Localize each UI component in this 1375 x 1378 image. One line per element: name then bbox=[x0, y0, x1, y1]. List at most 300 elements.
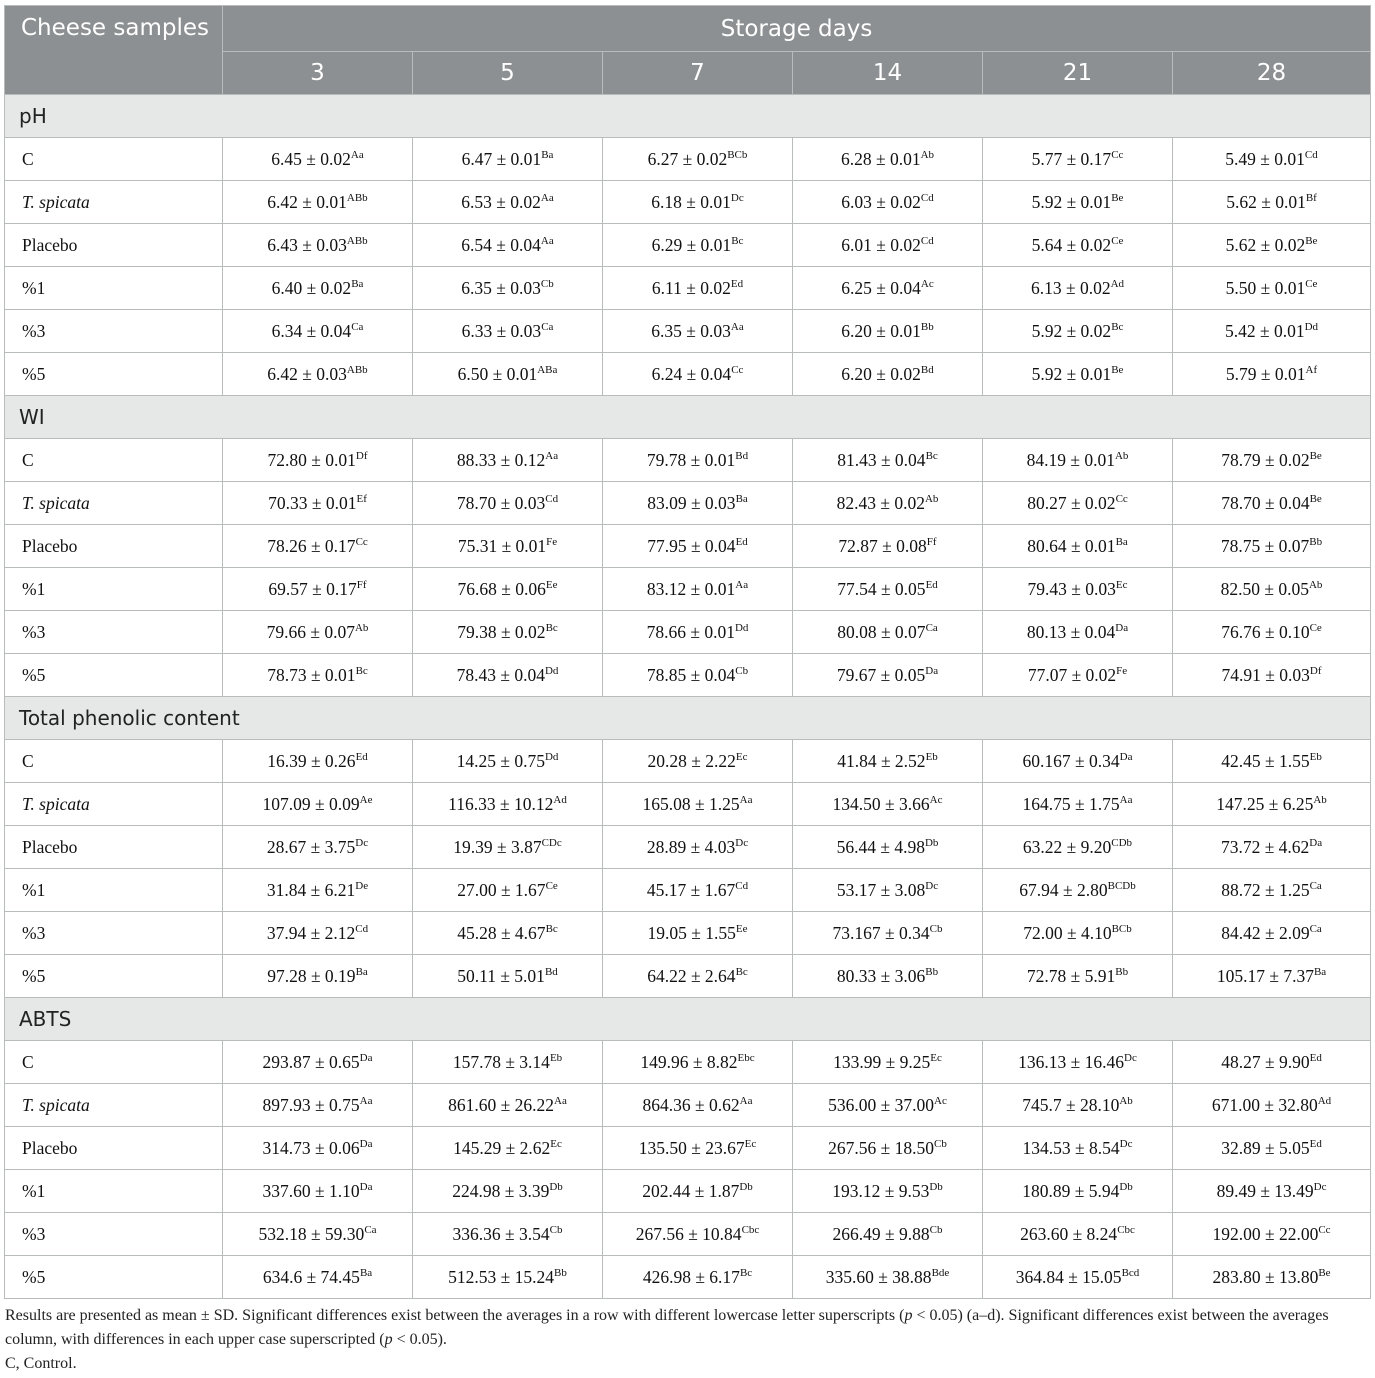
row-label: T. spicata bbox=[5, 783, 223, 826]
cell-superscript: Cd bbox=[545, 492, 559, 505]
table-cell bbox=[1173, 826, 1371, 869]
header-day: 14 bbox=[793, 52, 983, 95]
cell-value: 6.34 ± 0.04 bbox=[271, 320, 352, 341]
cell-value: 164.75 ± 1.75 bbox=[1022, 793, 1120, 814]
table-cell bbox=[413, 1213, 603, 1256]
table-cell bbox=[223, 439, 413, 482]
cell-superscript: Da bbox=[359, 1180, 373, 1193]
table-cell bbox=[983, 1213, 1173, 1256]
table-cell bbox=[1173, 1084, 1371, 1127]
table-cell bbox=[1173, 1127, 1371, 1170]
table-cell bbox=[223, 1084, 413, 1127]
table-cell bbox=[793, 1041, 983, 1084]
cell-value: 6.42 ± 0.03 bbox=[267, 363, 347, 384]
cell-superscript: Cd bbox=[355, 922, 369, 935]
row-label: %1 bbox=[5, 568, 223, 611]
cell-superscript: Bb bbox=[925, 965, 939, 978]
cell-value: 192.00 ± 22.00 bbox=[1212, 1223, 1319, 1244]
table-cell bbox=[603, 1084, 793, 1127]
row-label: T. spicata bbox=[5, 482, 223, 525]
cell-value: 67.94 ± 2.80 bbox=[1019, 879, 1108, 900]
table-cell bbox=[983, 525, 1173, 568]
table-cell bbox=[983, 826, 1173, 869]
table-row bbox=[5, 439, 1371, 482]
cell-value: 6.20 ± 0.01 bbox=[841, 320, 921, 341]
row-label: T. spicata bbox=[5, 181, 223, 224]
cell-superscript: Ab bbox=[1308, 578, 1323, 591]
cell-value: 745.7 ± 28.10 bbox=[1022, 1094, 1120, 1115]
table-cell bbox=[603, 826, 793, 869]
table-cell bbox=[1173, 138, 1371, 181]
row-label: %3 bbox=[5, 912, 223, 955]
cell-value: 6.18 ± 0.01 bbox=[651, 191, 731, 212]
cell-superscript: Dc bbox=[925, 879, 939, 892]
cell-value: 314.73 ± 0.06 bbox=[262, 1137, 360, 1158]
table-cell bbox=[603, 1213, 793, 1256]
table-cell bbox=[983, 1084, 1173, 1127]
cell-value: 80.33 ± 3.06 bbox=[836, 965, 926, 986]
cell-value: 6.50 ± 0.01 bbox=[457, 363, 538, 384]
table-cell bbox=[793, 439, 983, 482]
cell-value: 897.93 ± 0.75 bbox=[262, 1094, 360, 1115]
table-cell bbox=[413, 869, 603, 912]
cell-value: 76.68 ± 0.06 bbox=[457, 578, 546, 599]
table-row bbox=[5, 826, 1371, 869]
cell-superscript: Ba bbox=[541, 148, 554, 161]
cell-value: 72.00 ± 4.10 bbox=[1023, 922, 1112, 943]
row-label: %1 bbox=[5, 869, 223, 912]
cell-superscript: Ec bbox=[744, 1137, 757, 1150]
row-label: Placebo bbox=[5, 826, 223, 869]
cell-superscript: Db bbox=[549, 1180, 563, 1193]
cell-value: 78.66 ± 0.01 bbox=[646, 621, 735, 642]
cell-superscript: Dd bbox=[544, 750, 559, 763]
table-row bbox=[5, 1084, 1371, 1127]
cell-value: 6.27 ± 0.02 bbox=[647, 148, 728, 169]
cell-value: 70.33 ± 0.01 bbox=[268, 492, 357, 513]
cell-superscript: Dc bbox=[730, 191, 744, 204]
table-cell bbox=[413, 439, 603, 482]
cell-superscript: Bd bbox=[920, 363, 934, 376]
cell-superscript: Cd bbox=[920, 191, 934, 204]
table-cell bbox=[1173, 955, 1371, 998]
cell-superscript: Aa bbox=[540, 234, 554, 247]
cell-value: 6.11 ± 0.02 bbox=[651, 277, 731, 298]
section-row bbox=[5, 998, 1371, 1041]
table-cell bbox=[603, 1041, 793, 1084]
table-row bbox=[5, 1127, 1371, 1170]
cell-superscript: Bd bbox=[544, 965, 558, 978]
cell-value: 16.39 ± 0.26 bbox=[267, 750, 356, 771]
table-cell bbox=[983, 310, 1173, 353]
cell-value: 79.66 ± 0.07 bbox=[266, 621, 355, 642]
cell-value: 266.49 ± 9.88 bbox=[832, 1223, 930, 1244]
cell-superscript: Bf bbox=[1305, 191, 1317, 204]
cell-superscript: Ebc bbox=[737, 1051, 755, 1064]
cell-value: 145.29 ± 2.62 bbox=[453, 1137, 551, 1158]
table-row bbox=[5, 783, 1371, 826]
cell-value: 78.79 ± 0.02 bbox=[1221, 449, 1310, 470]
table-cell bbox=[413, 181, 603, 224]
table-row bbox=[5, 138, 1371, 181]
cell-superscript: Cbc bbox=[741, 1223, 760, 1236]
table-cell bbox=[413, 1170, 603, 1213]
cell-superscript: Ca bbox=[541, 320, 554, 333]
table-cell bbox=[793, 181, 983, 224]
table-cell bbox=[1173, 353, 1371, 396]
cell-value: 27.00 ± 1.67 bbox=[457, 879, 546, 900]
cell-superscript: Db bbox=[929, 1180, 943, 1193]
cell-superscript: Cb bbox=[540, 277, 554, 290]
header-cheese-samples: Cheese samples bbox=[5, 6, 223, 95]
section-title: pH bbox=[5, 95, 1371, 138]
cell-value: 133.99 ± 9.25 bbox=[833, 1051, 931, 1072]
table-cell bbox=[413, 955, 603, 998]
row-label: Placebo bbox=[5, 525, 223, 568]
table-cell bbox=[603, 955, 793, 998]
cell-superscript: Bc bbox=[545, 621, 558, 634]
cell-superscript: ABb bbox=[346, 234, 368, 247]
cell-superscript: Aa bbox=[554, 1094, 567, 1107]
cell-value: 28.67 ± 3.75 bbox=[266, 836, 356, 857]
table-cell bbox=[1173, 740, 1371, 783]
cell-superscript: Ad bbox=[553, 793, 567, 806]
table-cell bbox=[413, 310, 603, 353]
cell-superscript: Ab bbox=[1114, 449, 1129, 462]
results-table bbox=[4, 5, 1371, 1299]
table-cell bbox=[603, 654, 793, 697]
cell-superscript: Be bbox=[1309, 492, 1322, 505]
cell-superscript: Aa bbox=[739, 793, 753, 806]
cell-value: 97.28 ± 0.19 bbox=[267, 965, 356, 986]
cell-superscript: Ed bbox=[1309, 1051, 1322, 1064]
cell-superscript: Cd bbox=[735, 879, 749, 892]
section-title: WI bbox=[5, 396, 1371, 439]
header-day: 3 bbox=[223, 52, 413, 95]
cell-value: 72.78 ± 5.91 bbox=[1026, 965, 1116, 986]
table-cell bbox=[793, 740, 983, 783]
table-cell bbox=[413, 1041, 603, 1084]
cell-superscript: Be bbox=[1309, 449, 1322, 462]
section-row bbox=[5, 396, 1371, 439]
cell-value: 861.60 ± 26.22 bbox=[448, 1094, 555, 1115]
cell-value: 78.75 ± 0.07 bbox=[1220, 535, 1310, 556]
cell-superscript: Af bbox=[1305, 363, 1318, 376]
table-cell bbox=[413, 568, 603, 611]
cell-value: 6.28 ± 0.01 bbox=[840, 148, 921, 169]
table-cell bbox=[793, 955, 983, 998]
cell-value: 82.43 ± 0.02 bbox=[836, 492, 925, 513]
cell-value: 89.49 ± 13.49 bbox=[1216, 1180, 1314, 1201]
row-label: Placebo bbox=[5, 1127, 223, 1170]
cell-value: 41.84 ± 2.52 bbox=[837, 750, 926, 771]
row-label: %5 bbox=[5, 353, 223, 396]
cell-superscript: BCb bbox=[727, 148, 748, 161]
table-cell bbox=[223, 783, 413, 826]
table-cell bbox=[983, 912, 1173, 955]
cell-value: 74.91 ± 0.03 bbox=[1221, 664, 1310, 685]
cell-value: 32.89 ± 5.05 bbox=[1221, 1137, 1310, 1158]
table-cell bbox=[983, 740, 1173, 783]
table-row bbox=[5, 267, 1371, 310]
cell-superscript: Ee bbox=[545, 578, 558, 591]
row-label: %1 bbox=[5, 1170, 223, 1213]
table-cell bbox=[793, 568, 983, 611]
table-cell bbox=[983, 1256, 1173, 1299]
table-cell bbox=[983, 439, 1173, 482]
cell-superscript: Ed bbox=[735, 535, 748, 548]
cell-superscript: Aa bbox=[359, 1094, 373, 1107]
cell-value: 134.53 ± 8.54 bbox=[1022, 1137, 1120, 1158]
table-cell bbox=[1173, 869, 1371, 912]
table-cell bbox=[1173, 310, 1371, 353]
cell-value: 76.76 ± 0.10 bbox=[1221, 621, 1310, 642]
table-cell bbox=[793, 869, 983, 912]
header-day: 21 bbox=[983, 52, 1173, 95]
cell-superscript: Ba bbox=[1115, 535, 1128, 548]
cell-superscript: BCb bbox=[1111, 922, 1132, 935]
table-cell bbox=[983, 482, 1173, 525]
cell-superscript: Da bbox=[1119, 750, 1133, 763]
table-cell bbox=[223, 611, 413, 654]
cell-value: 6.24 ± 0.04 bbox=[651, 363, 732, 384]
table-cell bbox=[983, 181, 1173, 224]
cell-value: 5.64 ± 0.02 bbox=[1031, 234, 1112, 255]
table-cell bbox=[1173, 568, 1371, 611]
cell-superscript: Ce bbox=[545, 879, 558, 892]
cell-superscript: Bc bbox=[739, 1266, 753, 1279]
row-label: T. spicata bbox=[5, 1084, 223, 1127]
cell-superscript: Aa bbox=[545, 449, 559, 462]
cell-value: 84.19 ± 0.01 bbox=[1026, 449, 1115, 470]
cell-superscript: Bc bbox=[735, 965, 748, 978]
cell-value: 5.62 ± 0.02 bbox=[1225, 234, 1306, 255]
table-cell bbox=[603, 439, 793, 482]
table-cell bbox=[983, 568, 1173, 611]
row-label: C bbox=[5, 439, 223, 482]
cell-value: 19.05 ± 1.55 bbox=[647, 922, 736, 943]
cell-value: 73.167 ± 0.34 bbox=[832, 922, 930, 943]
cell-value: 79.67 ± 0.05 bbox=[836, 664, 926, 685]
cell-superscript: Cb bbox=[929, 922, 943, 935]
cell-superscript: Db bbox=[924, 836, 939, 849]
cell-value: 6.33 ± 0.03 bbox=[461, 320, 542, 341]
cell-value: 337.60 ± 1.10 bbox=[262, 1180, 360, 1201]
cell-superscript: Dd bbox=[1304, 320, 1319, 333]
cell-superscript: Ec bbox=[1115, 578, 1128, 591]
cell-superscript: Ac bbox=[920, 277, 934, 290]
table-cell bbox=[223, 1170, 413, 1213]
table-footnote bbox=[5, 1304, 1371, 1376]
cell-superscript: Cbc bbox=[1117, 1223, 1135, 1236]
table-cell bbox=[1173, 1256, 1371, 1299]
cell-value: 336.36 ± 3.54 bbox=[452, 1223, 550, 1244]
table-cell bbox=[603, 310, 793, 353]
cell-value: 78.26 ± 0.17 bbox=[267, 535, 356, 556]
cell-superscript: Cb bbox=[549, 1223, 563, 1236]
cell-value: 5.62 ± 0.01 bbox=[1226, 191, 1306, 212]
cell-superscript: Ad bbox=[1110, 277, 1125, 290]
cell-value: 64.22 ± 2.64 bbox=[647, 965, 736, 986]
table-cell bbox=[223, 568, 413, 611]
cell-superscript: Ba bbox=[1313, 965, 1327, 978]
cell-superscript: Aa bbox=[730, 320, 744, 333]
cell-value: 88.72 ± 1.25 bbox=[1221, 879, 1310, 900]
cell-value: 6.42 ± 0.01 bbox=[267, 191, 347, 212]
table-cell bbox=[1173, 1213, 1371, 1256]
cell-superscript: ABb bbox=[346, 363, 368, 376]
cell-value: 149.96 ± 8.82 bbox=[640, 1051, 738, 1072]
table-cell bbox=[413, 482, 603, 525]
footnote-control: C, Control. bbox=[5, 1355, 77, 1372]
cell-value: 63.22 ± 9.20 bbox=[1022, 836, 1112, 857]
table-row bbox=[5, 611, 1371, 654]
cell-superscript: Cc bbox=[1111, 148, 1124, 161]
table-cell bbox=[223, 267, 413, 310]
table-cell bbox=[793, 525, 983, 568]
table-cell bbox=[603, 181, 793, 224]
cell-value: 78.85 ± 0.04 bbox=[646, 664, 736, 685]
table-row bbox=[5, 869, 1371, 912]
cell-superscript: Ba bbox=[359, 1266, 373, 1279]
table-cell bbox=[413, 267, 603, 310]
cell-superscript: Dd bbox=[544, 664, 559, 677]
cell-value: 135.50 ± 23.67 bbox=[638, 1137, 745, 1158]
table-cell bbox=[603, 912, 793, 955]
cell-superscript: Cb bbox=[929, 1223, 943, 1236]
cell-value: 6.29 ± 0.01 bbox=[651, 234, 732, 255]
table-cell bbox=[223, 1127, 413, 1170]
cell-value: 80.27 ± 0.02 bbox=[1027, 492, 1116, 513]
cell-superscript: Ef bbox=[356, 492, 367, 505]
cell-superscript: Ad bbox=[1317, 1094, 1332, 1107]
table-cell bbox=[1173, 181, 1371, 224]
cell-superscript: Ac bbox=[934, 1094, 947, 1107]
cell-superscript: Ab bbox=[924, 492, 939, 505]
cell-superscript: Bc bbox=[925, 449, 938, 462]
section-title: ABTS bbox=[5, 998, 1371, 1041]
cell-superscript: Ee bbox=[735, 922, 748, 935]
table-cell bbox=[413, 912, 603, 955]
cell-value: 77.07 ± 0.02 bbox=[1027, 664, 1117, 685]
table-cell bbox=[1173, 1170, 1371, 1213]
section-title: Total phenolic content bbox=[5, 697, 1371, 740]
table-cell bbox=[603, 482, 793, 525]
table-row bbox=[5, 568, 1371, 611]
cell-superscript: Bc bbox=[355, 664, 368, 677]
cell-value: 80.08 ± 0.07 bbox=[837, 621, 926, 642]
cell-superscript: CDc bbox=[541, 836, 562, 849]
table-cell bbox=[1173, 783, 1371, 826]
table-cell bbox=[413, 1127, 603, 1170]
cell-superscript: Ed bbox=[925, 578, 938, 591]
table-cell bbox=[413, 525, 603, 568]
cell-superscript: Dc bbox=[735, 836, 749, 849]
cell-value: 45.17 ± 1.67 bbox=[646, 879, 736, 900]
cell-superscript: Ae bbox=[359, 793, 373, 806]
cell-value: 37.94 ± 2.12 bbox=[266, 922, 356, 943]
cell-value: 116.33 ± 10.12 bbox=[448, 793, 554, 814]
cell-superscript: Ca bbox=[364, 1223, 377, 1236]
cell-superscript: Ce bbox=[1305, 277, 1318, 290]
cell-value: 79.38 ± 0.02 bbox=[457, 621, 546, 642]
table-row bbox=[5, 955, 1371, 998]
table-cell bbox=[1173, 267, 1371, 310]
cell-superscript: Cc bbox=[1115, 492, 1128, 505]
table-cell bbox=[793, 224, 983, 267]
cell-superscript: ABa bbox=[537, 363, 558, 376]
cell-superscript: Be bbox=[1318, 1266, 1331, 1279]
cell-superscript: Db bbox=[739, 1180, 753, 1193]
table-body bbox=[5, 95, 1371, 1299]
cell-superscript: Cc bbox=[1318, 1223, 1331, 1236]
cell-value: 5.92 ± 0.01 bbox=[1031, 363, 1112, 384]
table-cell bbox=[223, 181, 413, 224]
cell-superscript: Ca bbox=[351, 320, 364, 333]
cell-superscript: De bbox=[355, 879, 369, 892]
cell-superscript: Ec bbox=[930, 1051, 942, 1064]
table-cell bbox=[223, 826, 413, 869]
cell-superscript: Ff bbox=[926, 535, 937, 548]
cell-value: 83.09 ± 0.03 bbox=[647, 492, 736, 513]
cell-superscript: Cc bbox=[731, 363, 744, 376]
cell-superscript: Ab bbox=[1313, 793, 1327, 806]
table-cell bbox=[793, 310, 983, 353]
table-row bbox=[5, 1256, 1371, 1299]
cell-value: 77.95 ± 0.04 bbox=[647, 535, 736, 556]
cell-value: 105.17 ± 7.37 bbox=[1216, 965, 1314, 986]
cell-value: 56.44 ± 4.98 bbox=[836, 836, 925, 857]
row-label: %3 bbox=[5, 611, 223, 654]
cell-value: 6.35 ± 0.03 bbox=[461, 277, 541, 298]
table-cell bbox=[413, 826, 603, 869]
cell-value: 6.20 ± 0.02 bbox=[841, 363, 921, 384]
table-cell bbox=[413, 138, 603, 181]
cell-superscript: Dc bbox=[1124, 1051, 1137, 1064]
cell-value: 78.73 ± 0.01 bbox=[267, 664, 356, 685]
cell-superscript: Aa bbox=[735, 578, 749, 591]
table-row bbox=[5, 224, 1371, 267]
cell-value: 263.60 ± 8.24 bbox=[1020, 1223, 1118, 1244]
cell-value: 48.27 ± 9.90 bbox=[1221, 1051, 1310, 1072]
table-cell bbox=[223, 310, 413, 353]
cell-value: 157.78 ± 3.14 bbox=[452, 1051, 550, 1072]
cell-value: 5.50 ± 0.01 bbox=[1225, 277, 1306, 298]
cell-superscript: Ba bbox=[351, 277, 364, 290]
cell-value: 180.89 ± 5.94 bbox=[1022, 1180, 1120, 1201]
table-cell bbox=[983, 611, 1173, 654]
cell-value: 72.80 ± 0.01 bbox=[267, 449, 356, 470]
cell-superscript: Cb bbox=[735, 664, 749, 677]
cell-superscript: Ce bbox=[1309, 621, 1322, 634]
table-cell bbox=[983, 353, 1173, 396]
cell-value: 20.28 ± 2.22 bbox=[647, 750, 736, 771]
cell-superscript: Db bbox=[1119, 1180, 1133, 1193]
cell-superscript: Bc bbox=[1111, 320, 1124, 333]
table-cell bbox=[413, 1256, 603, 1299]
cell-value: 6.43 ± 0.03 bbox=[267, 234, 347, 255]
cell-superscript: Aa bbox=[540, 191, 554, 204]
cell-value: 536.00 ± 37.00 bbox=[828, 1094, 935, 1115]
table-cell bbox=[413, 1084, 603, 1127]
cell-superscript: Bc bbox=[545, 922, 558, 935]
table-row bbox=[5, 1213, 1371, 1256]
row-label: %3 bbox=[5, 1213, 223, 1256]
section-row bbox=[5, 95, 1371, 138]
table-cell bbox=[223, 1041, 413, 1084]
cell-value: 45.28 ± 4.67 bbox=[457, 922, 546, 943]
cell-superscript: Cd bbox=[920, 234, 934, 247]
